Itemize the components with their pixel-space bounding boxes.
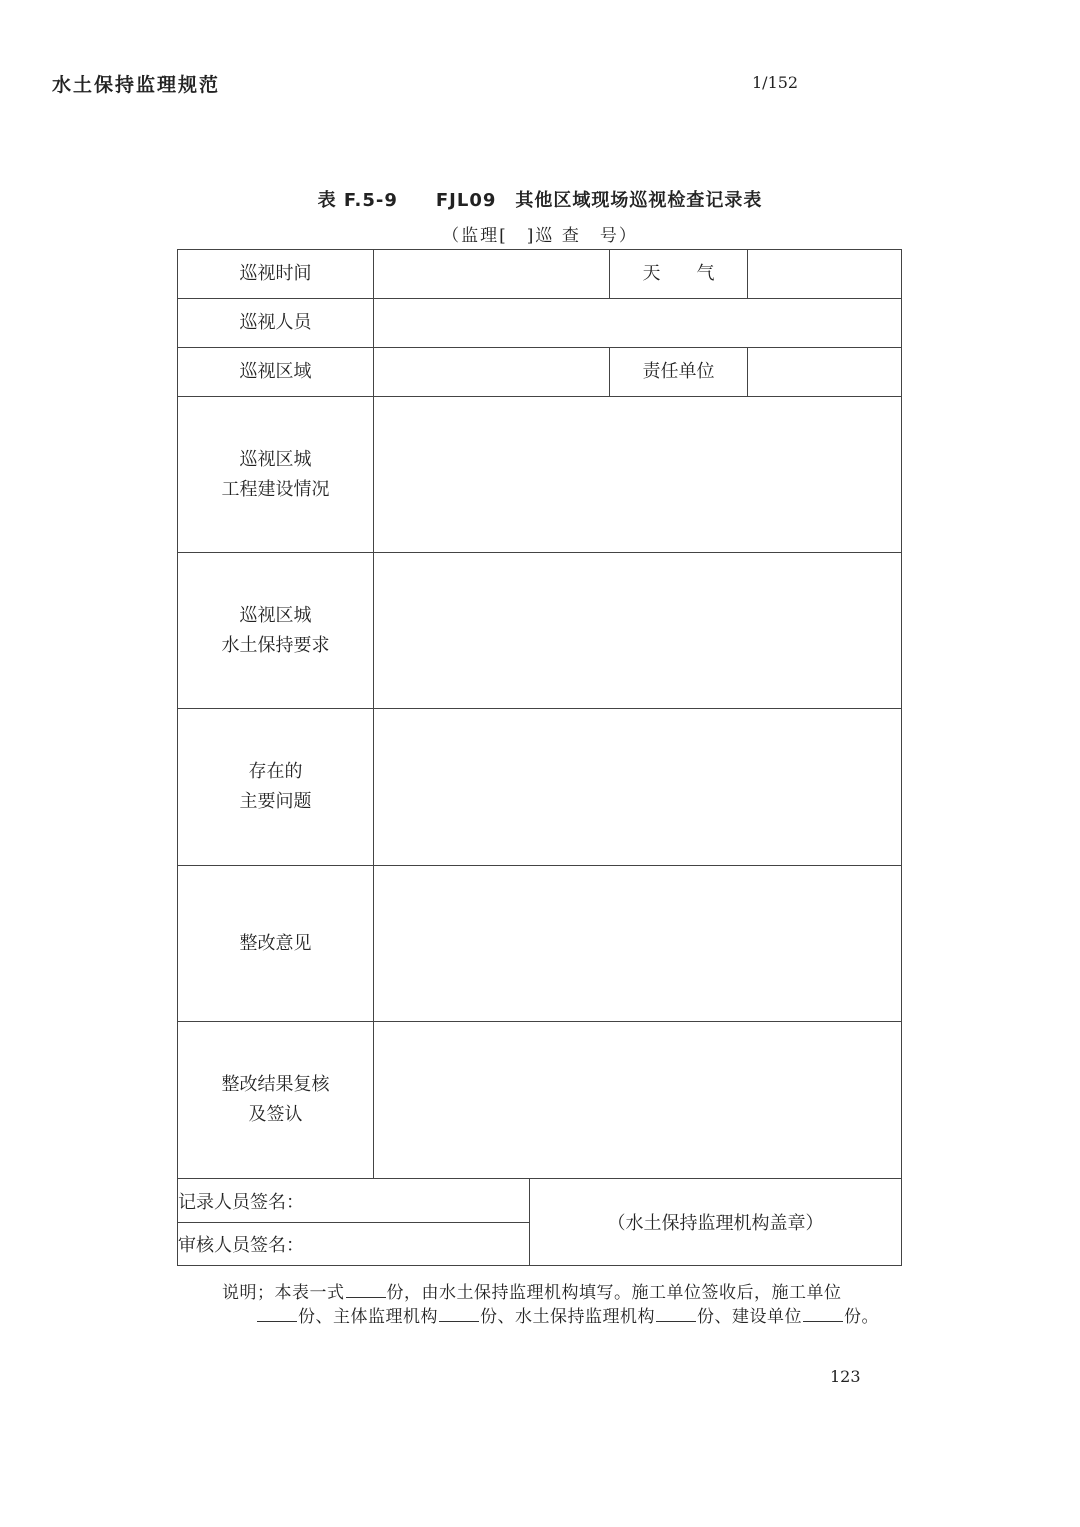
copies-blank[interactable]	[257, 1305, 297, 1322]
note-part-6: 份。	[844, 1307, 879, 1327]
note-part-5: 份、建设单位	[697, 1307, 802, 1327]
note-part-4: 份、水土保持监理机构	[480, 1307, 655, 1327]
area-label: 巡视区域	[178, 348, 374, 397]
table-row	[178, 866, 902, 1022]
time-field[interactable]	[374, 250, 610, 299]
review-field[interactable]	[374, 1022, 902, 1179]
explanation-note	[222, 1281, 922, 1329]
area-field[interactable]	[374, 348, 610, 397]
note-part-2: 份，由水土保持监理机构填写。施工单位签收后，施工单位	[386, 1283, 842, 1303]
requirements-label-line2: 水土保持要求	[221, 634, 330, 656]
inspection-record-table	[177, 249, 902, 1266]
page-counter: 1/152	[752, 73, 799, 92]
construction-label-line1: 巡视区城	[239, 448, 312, 470]
review-label-line1: 整改结果复核	[221, 1074, 330, 1095]
table-row	[178, 1179, 902, 1223]
construction-label	[178, 397, 374, 553]
problems-label-line2: 主要问题	[239, 791, 312, 812]
recorder-signature[interactable]: 记录人员签名：	[178, 1179, 530, 1223]
requirements-field[interactable]	[374, 553, 902, 709]
seal-area: （水土保持监理机构盖章）	[530, 1179, 902, 1266]
note-line-2	[222, 1305, 922, 1329]
weather-field[interactable]	[748, 250, 902, 299]
page-number: 123	[830, 1367, 861, 1386]
problems-label-line1: 存在的	[248, 761, 303, 782]
rectification-label: 整改意见	[178, 866, 374, 1022]
copies-blank[interactable]	[439, 1305, 479, 1322]
table-row	[178, 397, 902, 553]
unit-field[interactable]	[748, 348, 902, 397]
table-row	[178, 1022, 902, 1179]
construction-field[interactable]	[374, 397, 902, 553]
table-row	[178, 299, 902, 348]
review-label-line2: 及签认	[248, 1104, 303, 1125]
rectification-field[interactable]	[374, 866, 902, 1022]
problems-field[interactable]	[374, 709, 902, 866]
time-label: 巡视时间	[178, 250, 374, 299]
note-part-3: 份、主体监理机构	[298, 1307, 438, 1327]
document-header-title: 水土保持监理规范	[52, 74, 221, 96]
table-row	[178, 553, 902, 709]
staff-field[interactable]	[374, 299, 902, 348]
copies-blank[interactable]	[656, 1305, 696, 1322]
table-row	[178, 348, 902, 397]
unit-label: 责任单位	[610, 348, 748, 397]
table-title: 表 F.5-9 FJL09 其他区域现场巡视检查记录表	[317, 190, 763, 211]
review-label	[178, 1022, 374, 1179]
requirements-label	[178, 553, 374, 709]
copies-blank[interactable]	[803, 1305, 843, 1322]
table-row	[178, 250, 902, 299]
table-row	[178, 709, 902, 866]
construction-label-line2: 工程建设情况	[221, 478, 330, 500]
copies-blank[interactable]	[346, 1281, 386, 1298]
weather-label: 天 气	[610, 250, 748, 299]
reviewer-signature[interactable]: 审核人员签名：	[178, 1223, 530, 1266]
note-part-1: 说明；本表一式	[222, 1283, 345, 1303]
requirements-label-line1: 巡视区城	[239, 604, 312, 626]
problems-label	[178, 709, 374, 866]
staff-label: 巡视人员	[178, 299, 374, 348]
table-subtitle: （监理[ ]巡 查 号）	[442, 226, 638, 246]
